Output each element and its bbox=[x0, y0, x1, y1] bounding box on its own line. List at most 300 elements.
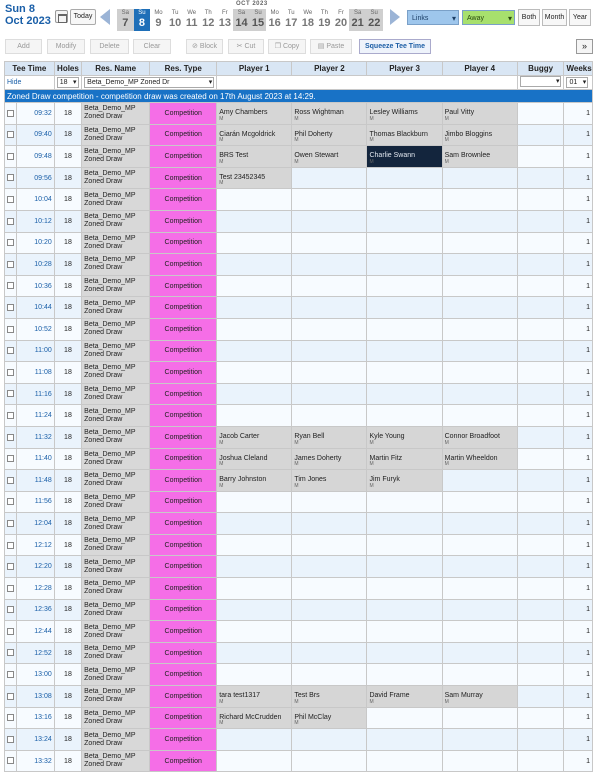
row-checkbox[interactable] bbox=[7, 606, 14, 613]
tee-time[interactable]: 13:32 bbox=[17, 750, 55, 772]
buggy-cell[interactable] bbox=[517, 383, 564, 405]
tee-time[interactable]: 10:12 bbox=[17, 210, 55, 232]
tee-time-row[interactable] bbox=[5, 621, 593, 643]
reservation-type[interactable]: Competition bbox=[150, 707, 217, 729]
tee-time-row[interactable] bbox=[5, 232, 593, 254]
buggy-filter-select[interactable] bbox=[520, 76, 562, 87]
next-arrow-icon[interactable] bbox=[390, 9, 400, 25]
row-checkbox[interactable] bbox=[7, 585, 14, 592]
player-3-slot[interactable] bbox=[367, 340, 442, 362]
player-3-slot[interactable] bbox=[367, 103, 442, 125]
reservation-type[interactable]: Competition bbox=[150, 318, 217, 340]
player-2-slot[interactable] bbox=[292, 318, 367, 340]
buggy-cell[interactable] bbox=[517, 686, 564, 708]
modify-button[interactable]: Modify bbox=[47, 39, 85, 54]
reservation-name[interactable]: Beta_Demo_MP Zoned Draw bbox=[82, 686, 150, 708]
row-checkbox[interactable] bbox=[7, 261, 14, 268]
player-2-slot[interactable] bbox=[292, 686, 367, 708]
tee-time[interactable]: 11:16 bbox=[17, 383, 55, 405]
block-button[interactable] bbox=[186, 39, 223, 54]
reservation-type[interactable]: Competition bbox=[150, 340, 217, 362]
reservation-name[interactable]: Beta_Demo_MP Zoned Draw bbox=[82, 167, 150, 189]
day-15[interactable] bbox=[250, 9, 267, 31]
today-button[interactable]: Today bbox=[70, 9, 96, 25]
player-3-slot[interactable] bbox=[367, 362, 442, 384]
player-2-slot[interactable] bbox=[292, 232, 367, 254]
calendar-icon[interactable] bbox=[55, 10, 68, 23]
tee-time-row[interactable] bbox=[5, 686, 593, 708]
reservation-type[interactable]: Competition bbox=[150, 491, 217, 513]
reservation-type[interactable]: Competition bbox=[150, 750, 217, 772]
tee-time[interactable]: 11:48 bbox=[17, 470, 55, 492]
player-1-slot[interactable] bbox=[217, 470, 292, 492]
player-4-slot[interactable] bbox=[442, 275, 517, 297]
player-4-slot[interactable] bbox=[442, 578, 517, 600]
player-1-slot[interactable] bbox=[217, 275, 292, 297]
col-header-buggy[interactable]: Buggy bbox=[517, 62, 564, 76]
row-checkbox[interactable] bbox=[7, 390, 14, 397]
reservation-type[interactable]: Competition bbox=[150, 578, 217, 600]
hide-link[interactable]: Hide bbox=[7, 79, 22, 86]
player-2-slot[interactable] bbox=[292, 621, 367, 643]
paste-button[interactable] bbox=[310, 39, 352, 54]
day-20[interactable] bbox=[333, 9, 350, 31]
tee-select[interactable]: Away ▾ bbox=[462, 10, 515, 25]
row-checkbox[interactable] bbox=[7, 434, 14, 441]
buggy-cell[interactable] bbox=[517, 210, 564, 232]
buggy-cell[interactable] bbox=[517, 642, 564, 664]
reservation-type[interactable]: Competition bbox=[150, 210, 217, 232]
player-1-slot[interactable] bbox=[217, 232, 292, 254]
reservation-type[interactable]: Competition bbox=[150, 556, 217, 578]
row-checkbox[interactable] bbox=[7, 757, 14, 764]
col-header-weeks[interactable]: Weeks bbox=[564, 62, 593, 76]
tee-time[interactable]: 09:48 bbox=[17, 146, 55, 168]
row-checkbox[interactable] bbox=[7, 239, 14, 246]
tee-time-row[interactable] bbox=[5, 470, 593, 492]
reservation-type[interactable]: Competition bbox=[150, 664, 217, 686]
tee-time-row[interactable] bbox=[5, 599, 593, 621]
tee-time[interactable]: 13:08 bbox=[17, 686, 55, 708]
player-4-slot[interactable] bbox=[442, 232, 517, 254]
reservation-name[interactable]: Beta_Demo_MP Zoned Draw bbox=[82, 729, 150, 751]
reservation-type[interactable]: Competition bbox=[150, 621, 217, 643]
tee-time-row[interactable] bbox=[5, 534, 593, 556]
player-4-slot[interactable] bbox=[442, 167, 517, 189]
tee-time-row[interactable] bbox=[5, 405, 593, 427]
player-3-slot[interactable] bbox=[367, 621, 442, 643]
player-1-slot[interactable] bbox=[217, 642, 292, 664]
tee-time-row[interactable] bbox=[5, 578, 593, 600]
reservation-name[interactable]: Beta_Demo_MP Zoned Draw bbox=[82, 491, 150, 513]
tee-time[interactable]: 09:56 bbox=[17, 167, 55, 189]
player-3-slot[interactable] bbox=[367, 124, 442, 146]
day-11[interactable] bbox=[183, 9, 200, 31]
reservation-name[interactable]: Beta_Demo_MP Zoned Draw bbox=[82, 318, 150, 340]
reservation-name[interactable]: Beta_Demo_MP Zoned Draw bbox=[82, 448, 150, 470]
buggy-cell[interactable] bbox=[517, 146, 564, 168]
buggy-cell[interactable] bbox=[517, 750, 564, 772]
buggy-cell[interactable] bbox=[517, 556, 564, 578]
player-3-slot[interactable] bbox=[367, 189, 442, 211]
previous-arrow-icon[interactable] bbox=[100, 9, 110, 25]
day-14[interactable] bbox=[233, 9, 250, 31]
player-2-slot[interactable] bbox=[292, 254, 367, 276]
player-3-slot[interactable] bbox=[367, 729, 442, 751]
player-2-slot[interactable] bbox=[292, 448, 367, 470]
player-2-slot[interactable] bbox=[292, 167, 367, 189]
reservation-name[interactable]: Beta_Demo_MP Zoned Draw bbox=[82, 362, 150, 384]
day-9[interactable] bbox=[150, 9, 167, 31]
buggy-cell[interactable] bbox=[517, 124, 564, 146]
reservation-type[interactable]: Competition bbox=[150, 599, 217, 621]
row-checkbox[interactable] bbox=[7, 304, 14, 311]
tee-time-row[interactable] bbox=[5, 383, 593, 405]
tee-time[interactable]: 13:16 bbox=[17, 707, 55, 729]
reservation-type[interactable]: Competition bbox=[150, 729, 217, 751]
reservation-name[interactable]: Beta_Demo_MP Zoned Draw bbox=[82, 275, 150, 297]
player-3-slot[interactable] bbox=[367, 750, 442, 772]
player-4-slot[interactable] bbox=[442, 621, 517, 643]
reservation-name[interactable]: Beta_Demo_MP Zoned Draw bbox=[82, 189, 150, 211]
row-checkbox[interactable] bbox=[7, 174, 14, 181]
player-3-slot[interactable] bbox=[367, 686, 442, 708]
row-checkbox[interactable] bbox=[7, 369, 14, 376]
row-checkbox[interactable] bbox=[7, 326, 14, 333]
player-4-slot[interactable] bbox=[442, 254, 517, 276]
row-checkbox[interactable] bbox=[7, 477, 14, 484]
player-3-slot[interactable] bbox=[367, 405, 442, 427]
player-3-slot[interactable] bbox=[367, 642, 442, 664]
day-8[interactable] bbox=[134, 9, 151, 31]
player-2-slot[interactable] bbox=[292, 103, 367, 125]
player-3-slot[interactable] bbox=[367, 513, 442, 535]
both-button[interactable]: Both bbox=[518, 9, 540, 26]
reservation-name[interactable]: Beta_Demo_MP Zoned Draw bbox=[82, 297, 150, 319]
row-checkbox[interactable] bbox=[7, 542, 14, 549]
player-1-slot[interactable] bbox=[217, 254, 292, 276]
reservation-name[interactable]: Beta_Demo_MP Zoned Draw bbox=[82, 340, 150, 362]
buggy-cell[interactable] bbox=[517, 167, 564, 189]
player-1-slot[interactable] bbox=[217, 534, 292, 556]
player-2-slot[interactable] bbox=[292, 405, 367, 427]
weeks-filter-select[interactable]: 01 ▾ bbox=[566, 77, 588, 88]
buggy-cell[interactable] bbox=[517, 448, 564, 470]
player-4-slot[interactable] bbox=[442, 146, 517, 168]
tee-time[interactable]: 12:12 bbox=[17, 534, 55, 556]
buggy-cell[interactable] bbox=[517, 578, 564, 600]
player-3-slot[interactable] bbox=[367, 232, 442, 254]
reservation-type[interactable]: Competition bbox=[150, 426, 217, 448]
reservation-type[interactable]: Competition bbox=[150, 232, 217, 254]
tee-time[interactable]: 11:56 bbox=[17, 491, 55, 513]
player-2-slot[interactable] bbox=[292, 340, 367, 362]
player-1-slot[interactable] bbox=[217, 362, 292, 384]
reservation-name[interactable]: Beta_Demo_MP Zoned Draw bbox=[82, 578, 150, 600]
player-4-slot[interactable] bbox=[442, 210, 517, 232]
row-checkbox[interactable] bbox=[7, 714, 14, 721]
year-button[interactable]: Year bbox=[569, 9, 591, 26]
reservation-name[interactable]: Beta_Demo_MP Zoned Draw bbox=[82, 664, 150, 686]
tee-time-row[interactable] bbox=[5, 189, 593, 211]
buggy-cell[interactable] bbox=[517, 232, 564, 254]
squeeze-tee-time-button[interactable]: Squeeze Tee Time bbox=[359, 39, 431, 54]
res-name-filter-select[interactable]: Beta_Demo_MP Zoned Dr ▾ bbox=[84, 77, 214, 88]
buggy-cell[interactable] bbox=[517, 470, 564, 492]
row-checkbox[interactable] bbox=[7, 563, 14, 570]
reservation-name[interactable]: Beta_Demo_MP Zoned Draw bbox=[82, 103, 150, 125]
player-3-slot[interactable] bbox=[367, 491, 442, 513]
player-1-slot[interactable] bbox=[217, 448, 292, 470]
player-2-slot[interactable] bbox=[292, 664, 367, 686]
reservation-type[interactable]: Competition bbox=[150, 275, 217, 297]
player-2-slot[interactable] bbox=[292, 275, 367, 297]
tee-time-row[interactable] bbox=[5, 340, 593, 362]
player-4-slot[interactable] bbox=[442, 318, 517, 340]
player-2-slot[interactable] bbox=[292, 297, 367, 319]
reservation-type[interactable]: Competition bbox=[150, 534, 217, 556]
buggy-cell[interactable] bbox=[517, 405, 564, 427]
row-checkbox[interactable] bbox=[7, 455, 14, 462]
reservation-name[interactable]: Beta_Demo_MP Zoned Draw bbox=[82, 621, 150, 643]
player-2-slot[interactable] bbox=[292, 426, 367, 448]
player-4-slot[interactable] bbox=[442, 686, 517, 708]
reservation-name[interactable]: Beta_Demo_MP Zoned Draw bbox=[82, 599, 150, 621]
player-4-slot[interactable] bbox=[442, 448, 517, 470]
row-checkbox[interactable] bbox=[7, 736, 14, 743]
player-2-slot[interactable] bbox=[292, 642, 367, 664]
cut-button[interactable] bbox=[228, 39, 264, 54]
tee-time-row[interactable] bbox=[5, 448, 593, 470]
row-checkbox[interactable] bbox=[7, 110, 14, 117]
reservation-name[interactable]: Beta_Demo_MP Zoned Draw bbox=[82, 254, 150, 276]
tee-time[interactable]: 12:28 bbox=[17, 578, 55, 600]
reservation-type[interactable]: Competition bbox=[150, 470, 217, 492]
player-4-slot[interactable] bbox=[442, 599, 517, 621]
row-checkbox[interactable] bbox=[7, 131, 14, 138]
reservation-name[interactable]: Beta_Demo_MP Zoned Draw bbox=[82, 210, 150, 232]
player-4-slot[interactable] bbox=[442, 383, 517, 405]
reservation-type[interactable]: Competition bbox=[150, 103, 217, 125]
reservation-name[interactable]: Beta_Demo_MP Zoned Draw bbox=[82, 534, 150, 556]
tee-time[interactable]: 12:44 bbox=[17, 621, 55, 643]
player-1-slot[interactable] bbox=[217, 124, 292, 146]
buggy-cell[interactable] bbox=[517, 340, 564, 362]
month-button[interactable]: Month bbox=[542, 9, 567, 26]
tee-time[interactable]: 12:20 bbox=[17, 556, 55, 578]
reservation-name[interactable]: Beta_Demo_MP Zoned Draw bbox=[82, 124, 150, 146]
player-1-slot[interactable] bbox=[217, 318, 292, 340]
player-4-slot[interactable] bbox=[442, 426, 517, 448]
col-header-player-4[interactable]: Player 4 bbox=[442, 62, 517, 76]
reservation-type[interactable]: Competition bbox=[150, 254, 217, 276]
row-checkbox[interactable] bbox=[7, 498, 14, 505]
day-12[interactable] bbox=[200, 9, 217, 31]
tee-time-row[interactable] bbox=[5, 750, 593, 772]
reservation-type[interactable]: Competition bbox=[150, 513, 217, 535]
tee-time[interactable]: 10:36 bbox=[17, 275, 55, 297]
player-4-slot[interactable] bbox=[442, 189, 517, 211]
player-4-slot[interactable] bbox=[442, 340, 517, 362]
player-2-slot[interactable] bbox=[292, 189, 367, 211]
player-4-slot[interactable] bbox=[442, 707, 517, 729]
player-3-slot[interactable] bbox=[367, 167, 442, 189]
tee-time[interactable]: 11:00 bbox=[17, 340, 55, 362]
tee-time-row[interactable] bbox=[5, 362, 593, 384]
buggy-cell[interactable] bbox=[517, 297, 564, 319]
player-2-slot[interactable] bbox=[292, 599, 367, 621]
player-2-slot[interactable] bbox=[292, 383, 367, 405]
tee-time[interactable]: 11:32 bbox=[17, 426, 55, 448]
reservation-type[interactable]: Competition bbox=[150, 189, 217, 211]
reservation-type[interactable]: Competition bbox=[150, 167, 217, 189]
collapse-chevron-icon[interactable]: » bbox=[576, 39, 593, 54]
tee-time-row[interactable] bbox=[5, 729, 593, 751]
reservation-type[interactable]: Competition bbox=[150, 642, 217, 664]
buggy-cell[interactable] bbox=[517, 534, 564, 556]
player-1-slot[interactable] bbox=[217, 729, 292, 751]
player-1-slot[interactable] bbox=[217, 750, 292, 772]
player-2-slot[interactable] bbox=[292, 362, 367, 384]
tee-time-row[interactable] bbox=[5, 426, 593, 448]
reservation-name[interactable]: Beta_Demo_MP Zoned Draw bbox=[82, 470, 150, 492]
player-1-slot[interactable] bbox=[217, 189, 292, 211]
buggy-cell[interactable] bbox=[517, 318, 564, 340]
tee-time-row[interactable] bbox=[5, 167, 593, 189]
col-header-player-1[interactable]: Player 1 bbox=[217, 62, 292, 76]
player-3-slot[interactable] bbox=[367, 275, 442, 297]
tee-time[interactable]: 11:08 bbox=[17, 362, 55, 384]
tee-time[interactable]: 10:44 bbox=[17, 297, 55, 319]
player-2-slot[interactable] bbox=[292, 146, 367, 168]
reservation-name[interactable]: Beta_Demo_MP Zoned Draw bbox=[82, 707, 150, 729]
player-4-slot[interactable] bbox=[442, 556, 517, 578]
tee-time[interactable]: 09:32 bbox=[17, 103, 55, 125]
buggy-cell[interactable] bbox=[517, 491, 564, 513]
day-18[interactable] bbox=[300, 9, 317, 31]
tee-time[interactable]: 10:20 bbox=[17, 232, 55, 254]
clear-button[interactable]: Clear bbox=[133, 39, 171, 54]
player-1-slot[interactable] bbox=[217, 578, 292, 600]
player-2-slot[interactable] bbox=[292, 707, 367, 729]
player-1-slot[interactable] bbox=[217, 210, 292, 232]
tee-time-row[interactable] bbox=[5, 707, 593, 729]
player-3-slot[interactable] bbox=[367, 578, 442, 600]
player-1-slot[interactable] bbox=[217, 599, 292, 621]
player-1-slot[interactable] bbox=[217, 405, 292, 427]
row-checkbox[interactable] bbox=[7, 412, 14, 419]
buggy-cell[interactable] bbox=[517, 103, 564, 125]
reservation-name[interactable]: Beta_Demo_MP Zoned Draw bbox=[82, 556, 150, 578]
player-3-slot[interactable] bbox=[367, 210, 442, 232]
reservation-type[interactable]: Competition bbox=[150, 405, 217, 427]
player-2-slot[interactable] bbox=[292, 729, 367, 751]
tee-time-row[interactable] bbox=[5, 664, 593, 686]
player-2-slot[interactable] bbox=[292, 534, 367, 556]
col-header-player-3[interactable]: Player 3 bbox=[367, 62, 442, 76]
buggy-cell[interactable] bbox=[517, 599, 564, 621]
player-1-slot[interactable] bbox=[217, 491, 292, 513]
tee-time-row[interactable] bbox=[5, 642, 593, 664]
day-21[interactable] bbox=[349, 9, 366, 31]
col-header-player-2[interactable]: Player 2 bbox=[292, 62, 367, 76]
reservation-type[interactable]: Competition bbox=[150, 297, 217, 319]
player-1-slot[interactable] bbox=[217, 707, 292, 729]
player-3-slot[interactable] bbox=[367, 297, 442, 319]
day-13[interactable] bbox=[217, 9, 234, 31]
buggy-cell[interactable] bbox=[517, 189, 564, 211]
player-1-slot[interactable] bbox=[217, 340, 292, 362]
day-19[interactable] bbox=[316, 9, 333, 31]
player-3-slot[interactable] bbox=[367, 664, 442, 686]
tee-time-row[interactable] bbox=[5, 318, 593, 340]
tee-time-row[interactable] bbox=[5, 124, 593, 146]
player-3-slot[interactable] bbox=[367, 318, 442, 340]
player-1-slot[interactable] bbox=[217, 146, 292, 168]
reservation-type[interactable]: Competition bbox=[150, 362, 217, 384]
reservation-type[interactable]: Competition bbox=[150, 383, 217, 405]
player-3-slot[interactable] bbox=[367, 707, 442, 729]
player-4-slot[interactable] bbox=[442, 491, 517, 513]
delete-button[interactable]: Delete bbox=[90, 39, 129, 54]
player-2-slot[interactable] bbox=[292, 470, 367, 492]
tee-time[interactable]: 10:28 bbox=[17, 254, 55, 276]
row-checkbox[interactable] bbox=[7, 347, 14, 354]
reservation-type[interactable]: Competition bbox=[150, 448, 217, 470]
tee-time-row[interactable] bbox=[5, 275, 593, 297]
reservation-name[interactable]: Beta_Demo_MP Zoned Draw bbox=[82, 513, 150, 535]
player-1-slot[interactable] bbox=[217, 556, 292, 578]
buggy-cell[interactable] bbox=[517, 664, 564, 686]
row-checkbox[interactable] bbox=[7, 671, 14, 678]
player-1-slot[interactable] bbox=[217, 513, 292, 535]
player-4-slot[interactable] bbox=[442, 362, 517, 384]
player-2-slot[interactable] bbox=[292, 556, 367, 578]
tee-time[interactable]: 12:04 bbox=[17, 513, 55, 535]
row-checkbox[interactable] bbox=[7, 196, 14, 203]
player-3-slot[interactable] bbox=[367, 556, 442, 578]
player-4-slot[interactable] bbox=[442, 642, 517, 664]
player-1-slot[interactable] bbox=[217, 621, 292, 643]
tee-time-row[interactable] bbox=[5, 146, 593, 168]
player-1-slot[interactable] bbox=[217, 426, 292, 448]
reservation-type[interactable]: Competition bbox=[150, 124, 217, 146]
copy-button[interactable] bbox=[268, 39, 306, 54]
player-3-slot[interactable] bbox=[367, 534, 442, 556]
tee-time-row[interactable] bbox=[5, 297, 593, 319]
row-checkbox[interactable] bbox=[7, 628, 14, 635]
reservation-name[interactable]: Beta_Demo_MP Zoned Draw bbox=[82, 146, 150, 168]
player-1-slot[interactable] bbox=[217, 664, 292, 686]
reservation-name[interactable]: Beta_Demo_MP Zoned Draw bbox=[82, 405, 150, 427]
tee-time[interactable]: 10:52 bbox=[17, 318, 55, 340]
tee-time[interactable]: 11:40 bbox=[17, 448, 55, 470]
reservation-type[interactable]: Competition bbox=[150, 686, 217, 708]
day-22[interactable] bbox=[366, 9, 383, 31]
col-header-res-name[interactable]: Res. Name bbox=[82, 62, 150, 76]
player-1-slot[interactable] bbox=[217, 686, 292, 708]
tee-time[interactable]: 09:40 bbox=[17, 124, 55, 146]
col-header-res-type[interactable]: Res. Type bbox=[150, 62, 217, 76]
player-2-slot[interactable] bbox=[292, 210, 367, 232]
buggy-cell[interactable] bbox=[517, 362, 564, 384]
player-1-slot[interactable] bbox=[217, 297, 292, 319]
reservation-name[interactable]: Beta_Demo_MP Zoned Draw bbox=[82, 642, 150, 664]
reservation-type[interactable]: Competition bbox=[150, 146, 217, 168]
player-2-slot[interactable] bbox=[292, 513, 367, 535]
player-4-slot[interactable] bbox=[442, 750, 517, 772]
player-4-slot[interactable] bbox=[442, 534, 517, 556]
